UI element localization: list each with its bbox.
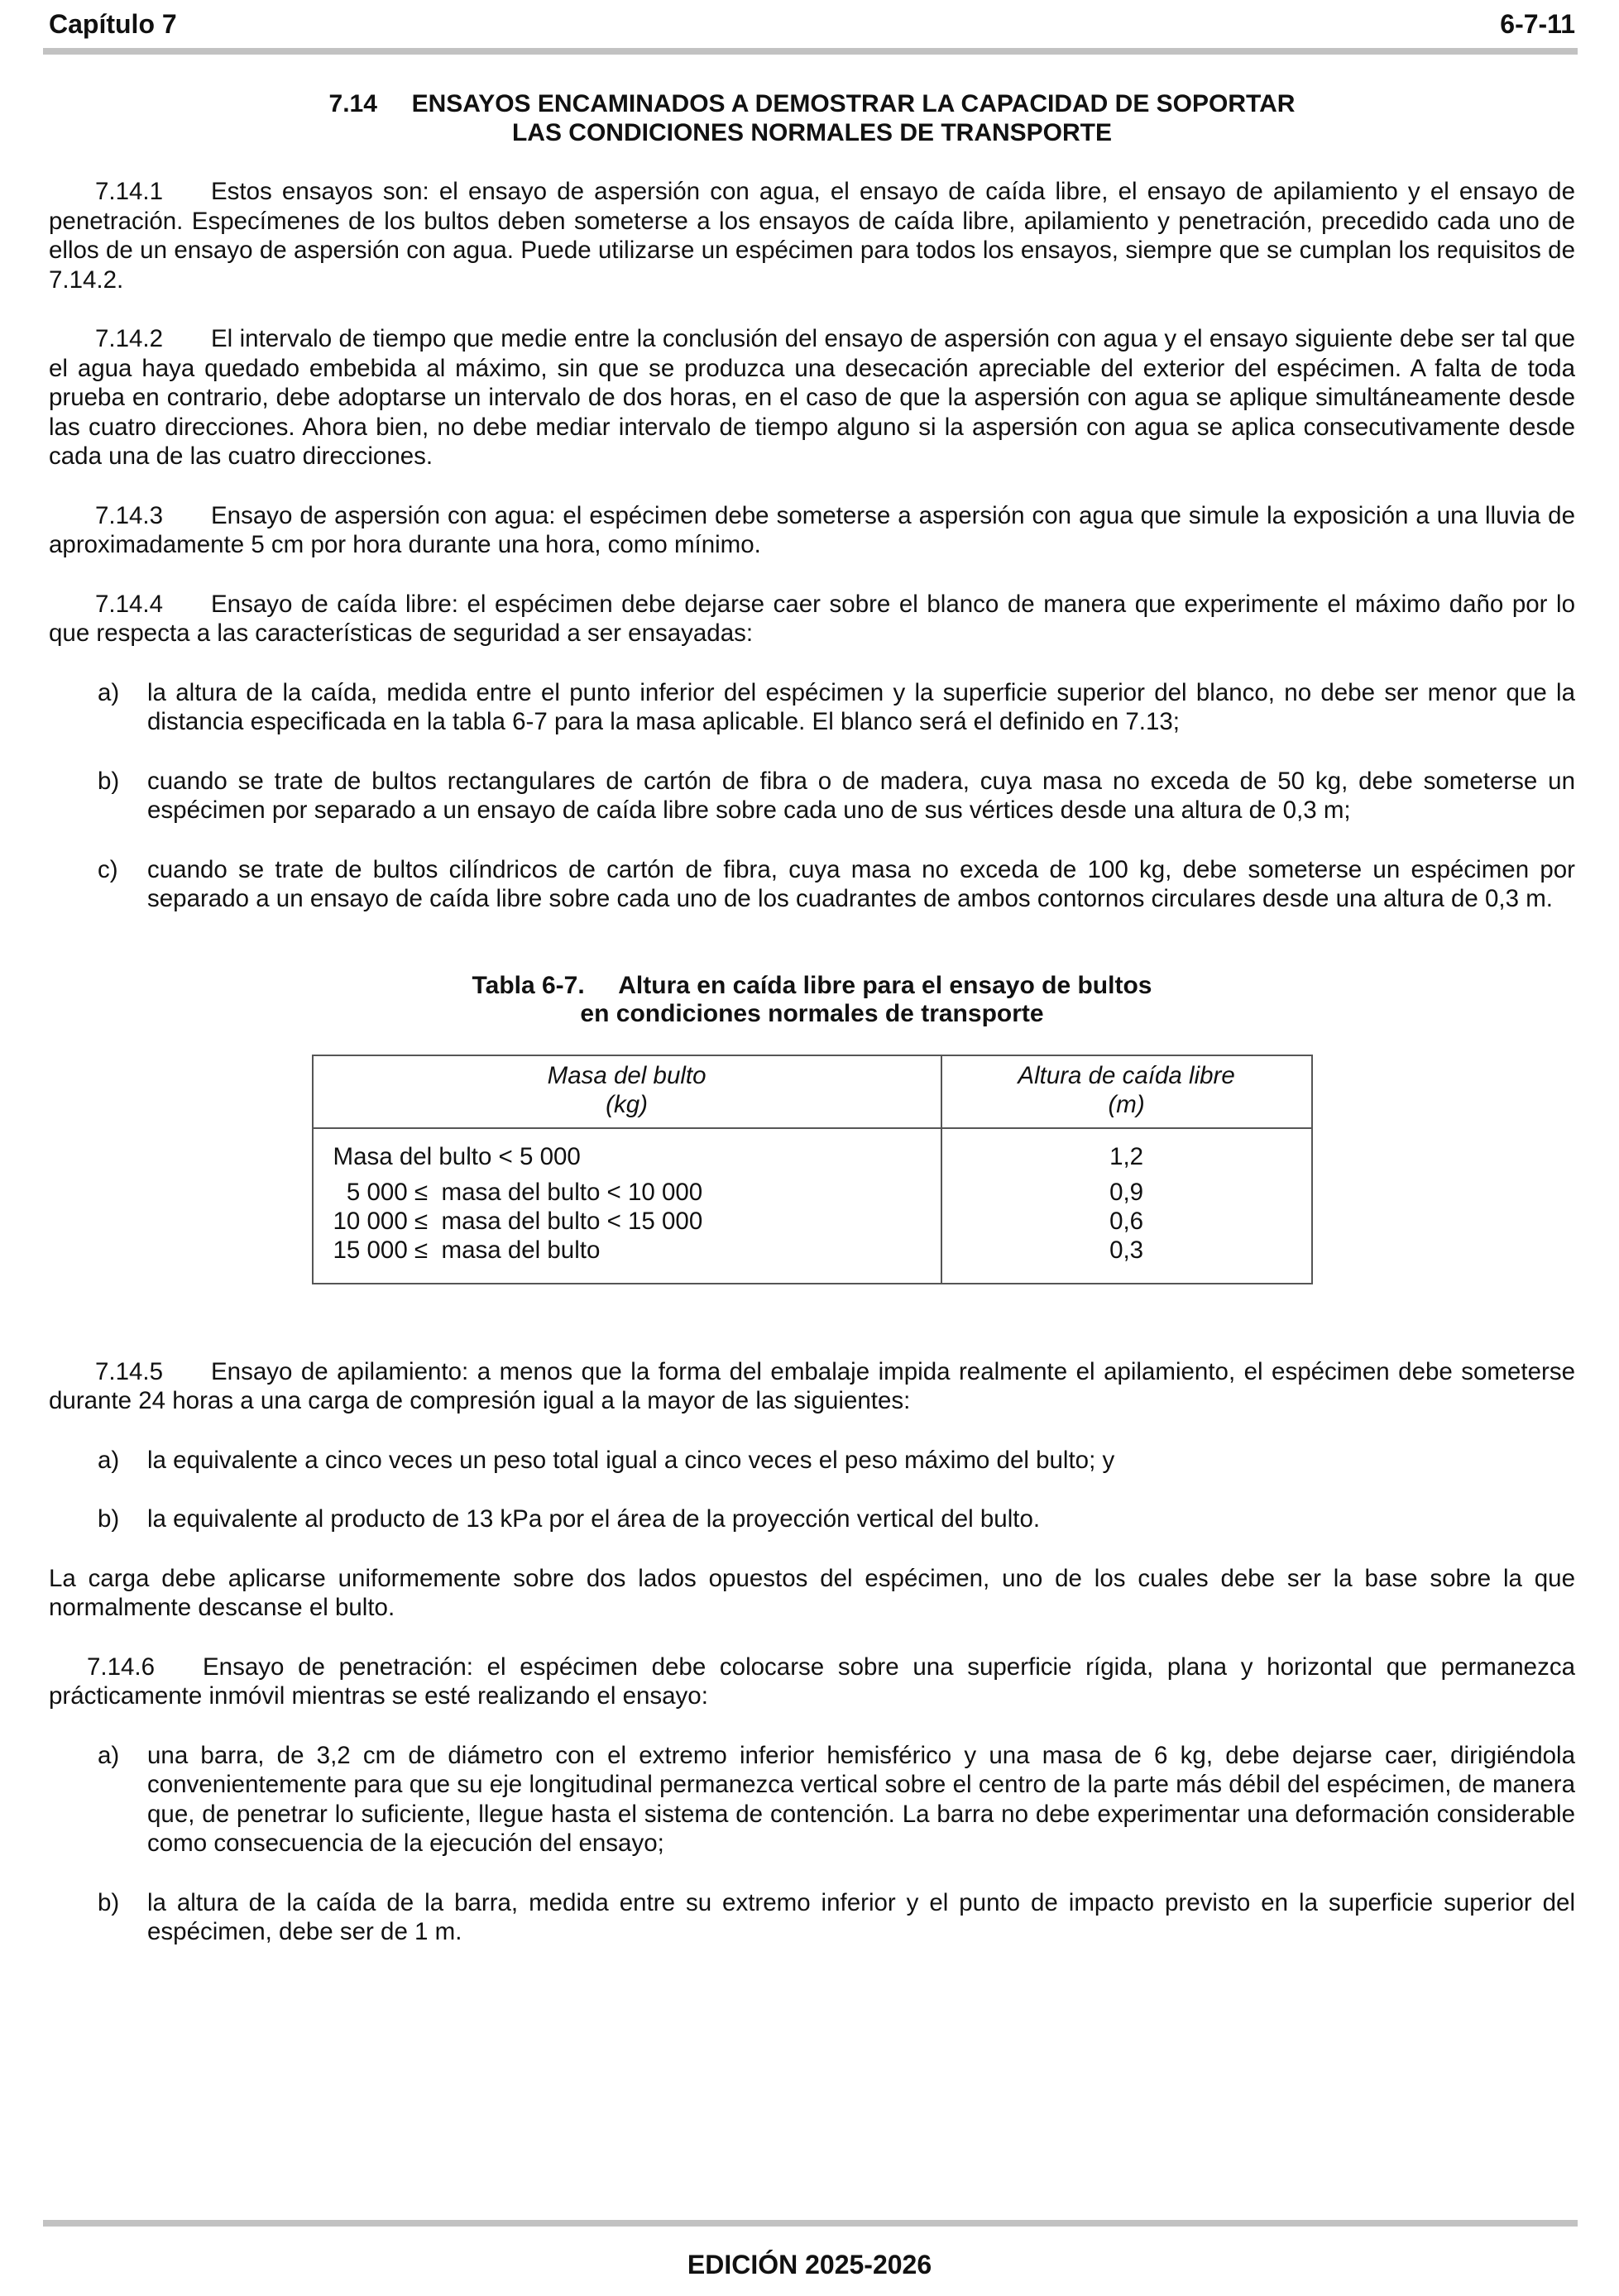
footer-rule: [43, 2220, 1578, 2227]
table-row: [313, 1236, 1312, 1284]
header-text: Altura de caída libre: [1018, 1061, 1235, 1089]
edition-footer: EDICIÓN 2025-2026: [687, 2250, 932, 2279]
height-cell: 0,6: [941, 1207, 1312, 1236]
mass-cell: 15 000 ≤ masa del bulto: [313, 1236, 941, 1284]
paragraph-number: 7.14.3: [95, 501, 164, 529]
table-header-row: [313, 1055, 1312, 1128]
table-row: [313, 1207, 1312, 1236]
paragraph-7-14-2: [49, 324, 1575, 471]
list-item: [49, 678, 1575, 737]
header-text: Masa del bulto: [547, 1061, 707, 1089]
list-item-text: la altura de la caída, medida entre el punto inferior del espécimen y la superficie superior del blanco, no debe ser menor que la distancia especificada en la tabla 6-7 para la masa aplicable. El blanco será el definido en 7.13;: [147, 678, 1575, 735]
table-wrapper: [49, 1055, 1575, 1284]
header-unit: (kg): [606, 1090, 648, 1118]
list-item-text: la equivalente al producto de 13 kPa por el área de la proyección vertical del bulto.: [147, 1505, 1041, 1533]
list-item: [49, 1504, 1575, 1534]
page-content: [49, 89, 1575, 1977]
list-item-text: la equivalente a cinco veces un peso total igual a cinco veces el peso máximo del bulto; y: [147, 1446, 1115, 1474]
table-title-line2: en condiciones normales de transporte: [580, 999, 1044, 1027]
section-title-line2: LAS CONDICIONES NORMALES DE TRANSPORTE: [511, 119, 1113, 146]
header-unit: (m): [1108, 1090, 1145, 1118]
paragraph-number: 7.14.4: [95, 590, 164, 618]
mass-cell: 5 000 ≤ masa del bulto < 10 000: [313, 1178, 941, 1207]
mass-cell: Masa del bulto < 5 000: [313, 1128, 941, 1178]
table-row: [313, 1128, 1312, 1178]
table-row: [313, 1178, 1312, 1207]
section-title-text1: ENSAYOS ENCAMINADOS A DEMOSTRAR LA CAPACIDAD DE SOPORTAR: [411, 90, 1296, 117]
height-cell: 0,9: [941, 1178, 1312, 1207]
table-title: [49, 972, 1575, 1028]
list-item-label: b): [98, 1505, 120, 1533]
column-header-height: [941, 1055, 1312, 1128]
paragraph-7-14-1: [49, 177, 1575, 294]
list-item: [49, 855, 1575, 914]
height-cell: 1,2: [941, 1128, 1312, 1178]
page-header: [49, 5, 1575, 43]
list-item: [49, 1446, 1575, 1476]
paragraph-text: Ensayo de caída libre: el espécimen debe dejarse caer sobre el blanco de manera que experimente el máximo daño por lo que respecta a las características de seguridad a ser ensayadas:: [49, 590, 1575, 647]
section-title-line1: [49, 89, 1575, 118]
list-item: [49, 1741, 1575, 1858]
list-item-text: cuando se trate de bultos cilíndricos de cartón de fibra, cuya masa no exceda de 100 kg, debe someterse un espécimen por separado a un ensayo de caída libre sobre cada uno de los cuadrantes de ambos contornos circulares desde una altura de 0,3 m.: [147, 855, 1575, 912]
paragraph-7-14-3: [49, 501, 1575, 560]
paragraph-text: El intervalo de tiempo que medie entre la conclusión del ensayo de aspersión con agua y el ensayo siguiente debe ser tal que el agua haya quedado embebida al máximo, sin que se produzca una desecación apreciable del exterior del espécimen. A falta de toda prueba en contrario, debe adoptarse un intervalo de dos horas, en el caso de que la aspersión con agua se aplique simultáneamente desde las cuatro direcciones. Ahora bien, no debe mediar intervalo de tiempo alguno si la aspersión con agua se aplica consecutivamente desde cada una de las cuatro direcciones.: [49, 325, 1575, 470]
paragraph-7-14-4: [49, 590, 1575, 648]
section-title: [49, 89, 1575, 147]
list-item-text: la altura de la caída de la barra, medida entre su extremo inferior y el punto de impacto previsto en la superficie superior del espécimen, debe ser de 1 m.: [147, 1888, 1575, 1945]
paragraph-load-application: La carga debe aplicarse uniformemente sobre dos lados opuestos del espécimen, uno de los cuales debe ser la base sobre la que normalmente descanse el bulto.: [49, 1564, 1575, 1621]
mass-cell: 10 000 ≤ masa del bulto < 15 000: [313, 1207, 941, 1236]
drop-height-table: [312, 1055, 1313, 1284]
paragraph-7-14-5: [49, 1357, 1575, 1416]
list-item: [49, 767, 1575, 825]
chapter-label: Capítulo 7: [49, 8, 177, 39]
paragraph-text: Ensayo de penetración: el espécimen debe colocarse sobre una superficie rígida, plana y horizontal que permanezca prácticamente inmóvil mientras se esté realizando el ensayo:: [49, 1653, 1575, 1710]
list-item-text: una barra, de 3,2 cm de diámetro con el extremo inferior hemisférico y una masa de 6 kg, debe dejarse caer, dirigiéndola convenientemente para que su eje longitudinal permanezca vertical sobre el centro de la parte más débil del espécimen, de manera que, de penetrar lo suficiente, llegue hasta el sistema de contención. La barra no debe experimentar una deformación considerable como consecuencia de la ejecución del ensayo;: [147, 1741, 1575, 1857]
list-item-text: cuando se trate de bultos rectangulares de cartón de fibra o de madera, cuya masa no exceda de 50 kg, debe someterse un espécimen por separado a un ensayo de caída libre sobre cada uno de sus vértices desde una altura de 0,3 m;: [147, 767, 1575, 824]
list-item: [49, 1888, 1575, 1947]
section-number: 7.14: [328, 90, 377, 117]
paragraph-number: 7.14.1: [95, 178, 164, 205]
height-cell: 0,3: [941, 1236, 1312, 1284]
paragraph-7-14-6: [49, 1653, 1575, 1711]
list-7-14-6: [49, 1741, 1575, 1947]
paragraph-text: Ensayo de apilamiento: a menos que la forma del embalaje impida realmente el apilamiento, el espécimen debe someterse durante 24 horas a una carga de compresión igual a la mayor de las siguientes:: [49, 1357, 1575, 1414]
paragraph-number: 7.14.2: [95, 325, 164, 352]
list-item-label: b): [98, 1888, 120, 1916]
column-header-mass: [313, 1055, 941, 1128]
paragraph-number: 7.14.5: [95, 1357, 164, 1385]
paragraph-text: Ensayo de aspersión con agua: el espécimen debe someterse a aspersión con agua que simule la exposición a una lluvia de aproximadamente 5 cm por hora durante una hora, como mínimo.: [49, 501, 1575, 558]
list-item-label: a): [98, 1446, 120, 1474]
list-item-label: a): [98, 678, 120, 706]
list-7-14-4: [49, 678, 1575, 914]
list-item-label: b): [98, 767, 120, 795]
list-7-14-5: [49, 1446, 1575, 1534]
list-item-label: c): [98, 855, 118, 883]
paragraph-text: Estos ensayos son: el ensayo de aspersión con agua, el ensayo de caída libre, el ensayo de apilamiento y el ensayo de penetración. Especímenes de los bultos deben someterse a los ensayos de caída libre, apilamiento y penetración, precedido cada uno de ellos de un ensayo de aspersión con agua. Puede utilizarse un espécimen para todos los ensayos, siempre que se cumplan los requisitos de 7.14.2.: [49, 178, 1575, 294]
page-reference: 6-7-11: [1500, 8, 1575, 39]
paragraph-number: 7.14.6: [87, 1653, 156, 1681]
header-rule: [43, 48, 1578, 55]
table-title-line1: Tabla 6-7. Altura en caída libre para el ensayo de bultos: [472, 971, 1152, 999]
list-item-label: a): [98, 1741, 120, 1769]
